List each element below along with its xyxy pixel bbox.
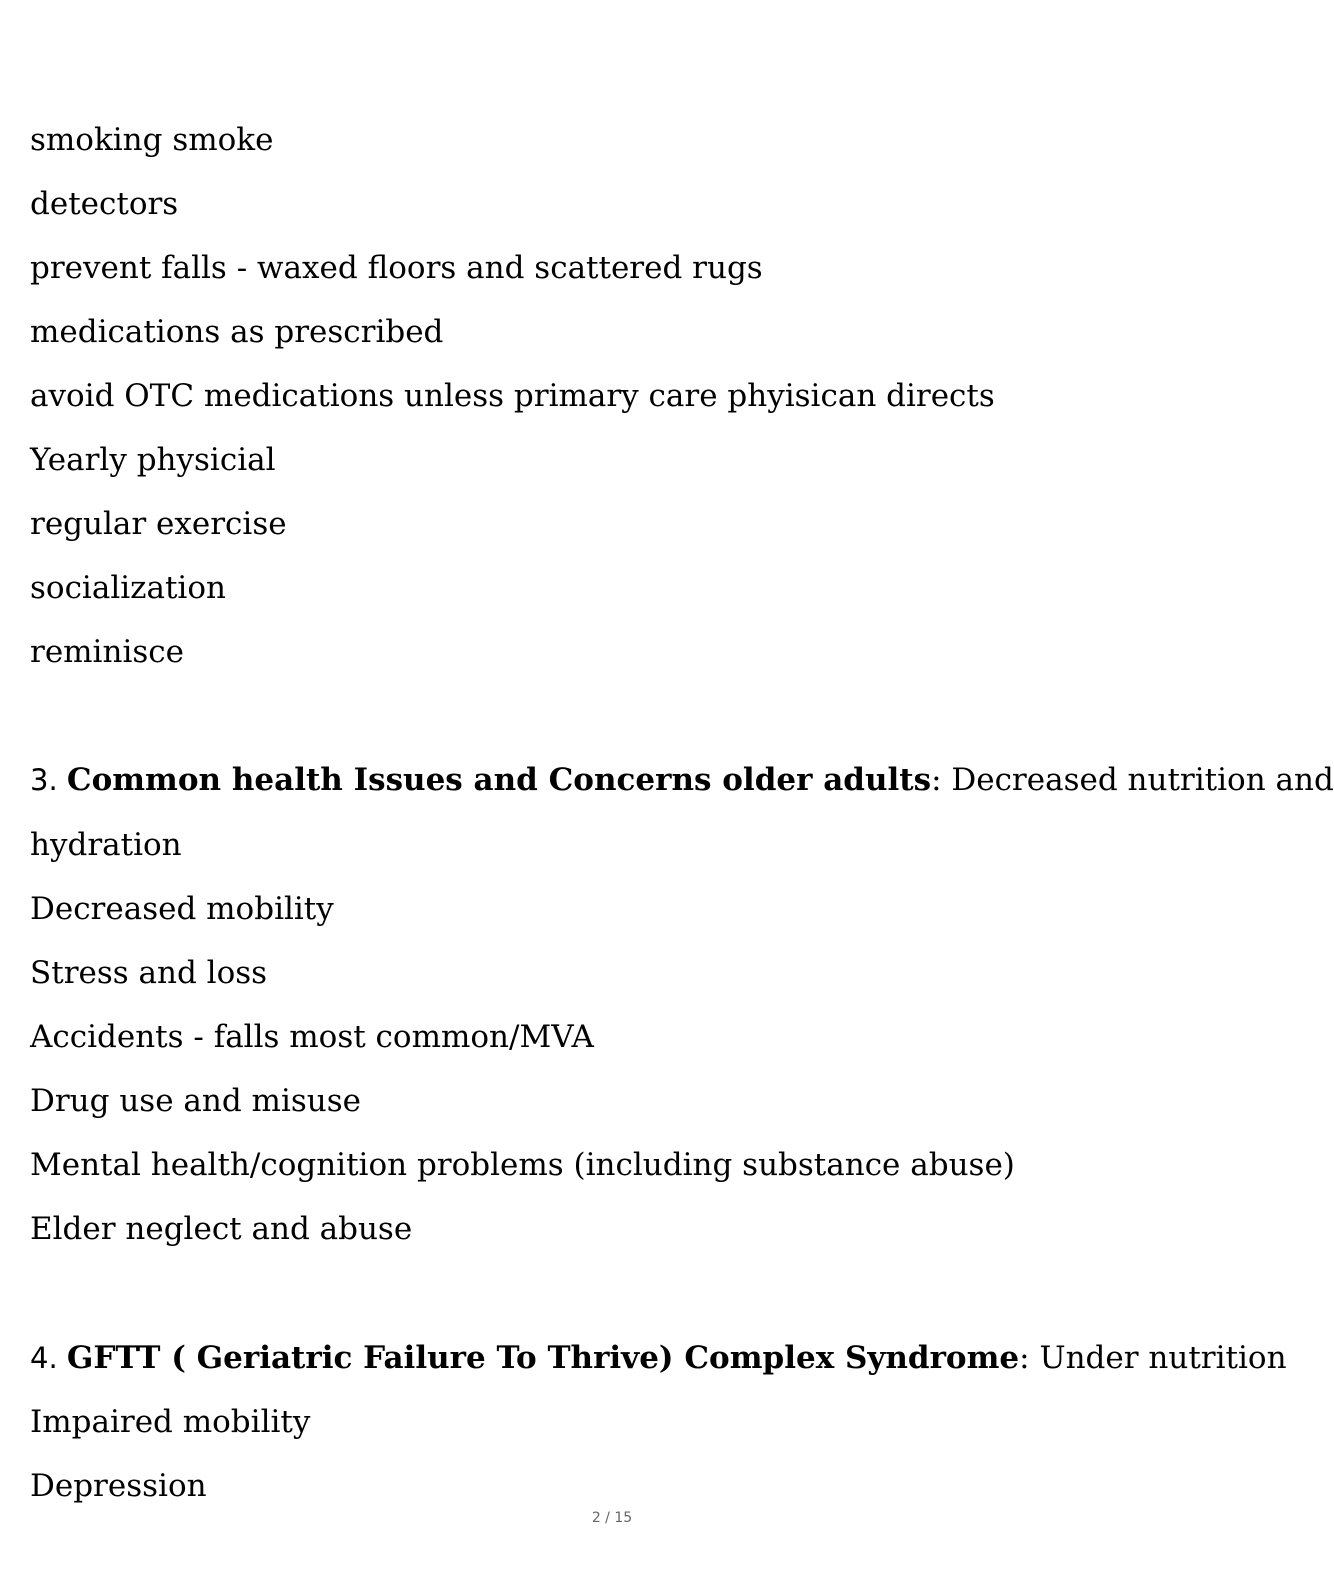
list-item: hydration: [30, 827, 182, 863]
list-item: Stress and loss: [30, 955, 268, 991]
text-line: reminisce: [30, 634, 184, 670]
list-item: Drug use and misuse: [30, 1083, 361, 1119]
page-indicator: 2 / 15: [591, 1510, 633, 1526]
section-first-text: Under nutrition: [1039, 1340, 1287, 1376]
text-line: avoid OTC medications unless primary care phyisican directs: [30, 378, 995, 414]
list-item: Accidents - falls most common/MVA: [30, 1019, 594, 1055]
list-item: Depression: [30, 1468, 207, 1504]
list-item: Impaired mobility: [30, 1404, 311, 1440]
section-number: 3.: [30, 763, 67, 797]
section-number: 4.: [30, 1341, 67, 1375]
heading-separator: :: [1019, 1340, 1040, 1376]
text-line: smoking smoke: [30, 122, 274, 158]
list-item: Decreased mobility: [30, 891, 334, 927]
text-line: detectors: [30, 186, 179, 222]
text-line: regular exercise: [30, 506, 287, 542]
section-heading: Common health Issues and Concerns older adults: [66, 762, 932, 798]
text-line: prevent falls - waxed floors and scattered rugs: [30, 250, 763, 286]
heading-separator: :: [931, 762, 952, 798]
section-4-heading-line: [30, 1338, 1287, 1378]
section-first-text: Decreased nutrition and: [951, 762, 1334, 798]
list-item: Elder neglect and abuse: [30, 1211, 413, 1247]
text-line: socialization: [30, 570, 226, 606]
list-item: Mental health/cognition problems (including substance abuse): [30, 1147, 1015, 1183]
section-3-heading-line: [30, 760, 1334, 800]
text-line: Yearly physicial: [30, 442, 276, 478]
section-heading: GFTT ( Geriatric Failure To Thrive) Complex Syndrome: [66, 1340, 1020, 1376]
text-line: medications as prescribed: [30, 314, 444, 350]
